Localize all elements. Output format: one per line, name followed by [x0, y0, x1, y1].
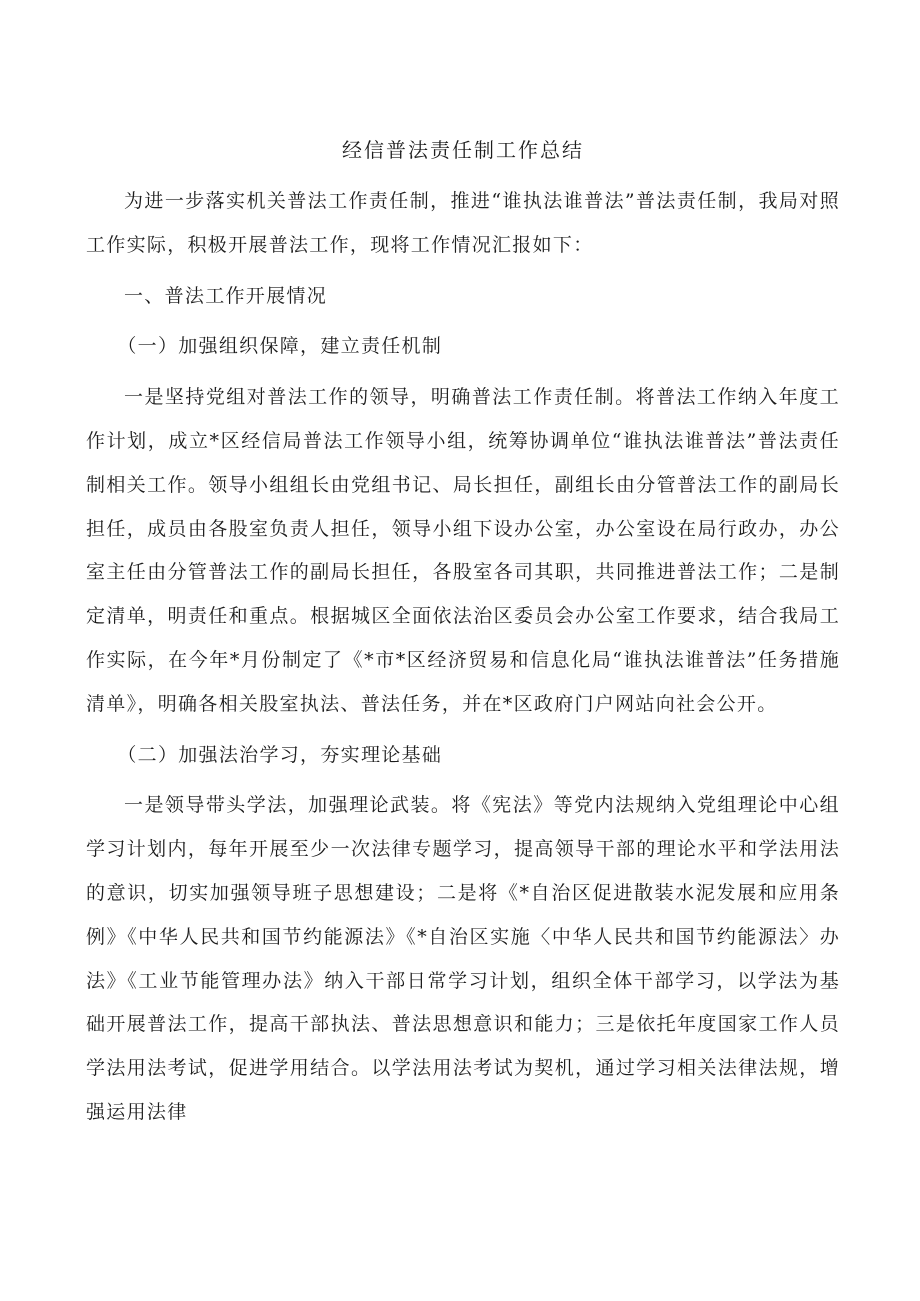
document-body [86, 130, 840, 1135]
intro-paragraph: 为进一步落实机关普法工作责任制，推进“谁执法谁普法”普法责任制，我局对照工作实际，积极开展普法工作，现将工作情况汇报如下： [86, 190, 840, 256]
subsection-heading-2: （二）加强法治学习，夯实理论基础 [117, 743, 443, 766]
subsection-1-paragraph: 一是坚持党组对普法工作的领导，明确普法工作责任制。将普法工作纳入年度工作计划，成立*区经信局普法工作领导小组，统筹协调单位“谁执法谁普法”普法责任制相关工作。领导小组组长由党组书记、局长担任，副组长由分管普法工作的副局长担任，成员由各股室负责人担任，领导小组下设办公室，办公室设在局行政办，办公室主任由分管普法工作的副局长担任，各股室各司其职，共同推进普法工作；二是制定清单，明责任和重点。根据城区全面依法治区委员会办公室工作要求，结合我局工作实际，在今年*月份制定了《*市*区经济贸易和信息化局“谁执法谁普法”任务措施清单》，明确各相关股室执法、普法任务，并在*区政府门户网站向社会公开。 [86, 386, 840, 715]
section-heading-1: 一、普法工作开展情况 [124, 284, 328, 307]
subsection-2-paragraph: 一是领导带头学法，加强理论武装。将《宪法》等党内法规纳入党组理论中心组学习计划内，每年开展至少一次法律专题学习，提高领导干部的理论水平和学法用法的意识，切实加强领导班子思想建设；二是将《*自治区促进散装水泥发展和应用条例》《中华人民共和国节约能源法》《*自治区实施〈中华人民共和国节约能源法〉办法》《工业节能管理办法》纳入干部日常学习计划，组织全体干部学习，以学法为基础开展普法工作，提高干部执法、普法思想意识和能力；三是依托年度国家工作人员学法用法考试，促进学用结合。以学法用法考试为契机，通过学习相关法律法规，增强运用法律 [86, 794, 840, 1123]
document-title: 经信普法责任制工作总结 [342, 138, 584, 162]
subsection-heading-1: （一）加强组织保障，建立责任机制 [117, 335, 443, 358]
